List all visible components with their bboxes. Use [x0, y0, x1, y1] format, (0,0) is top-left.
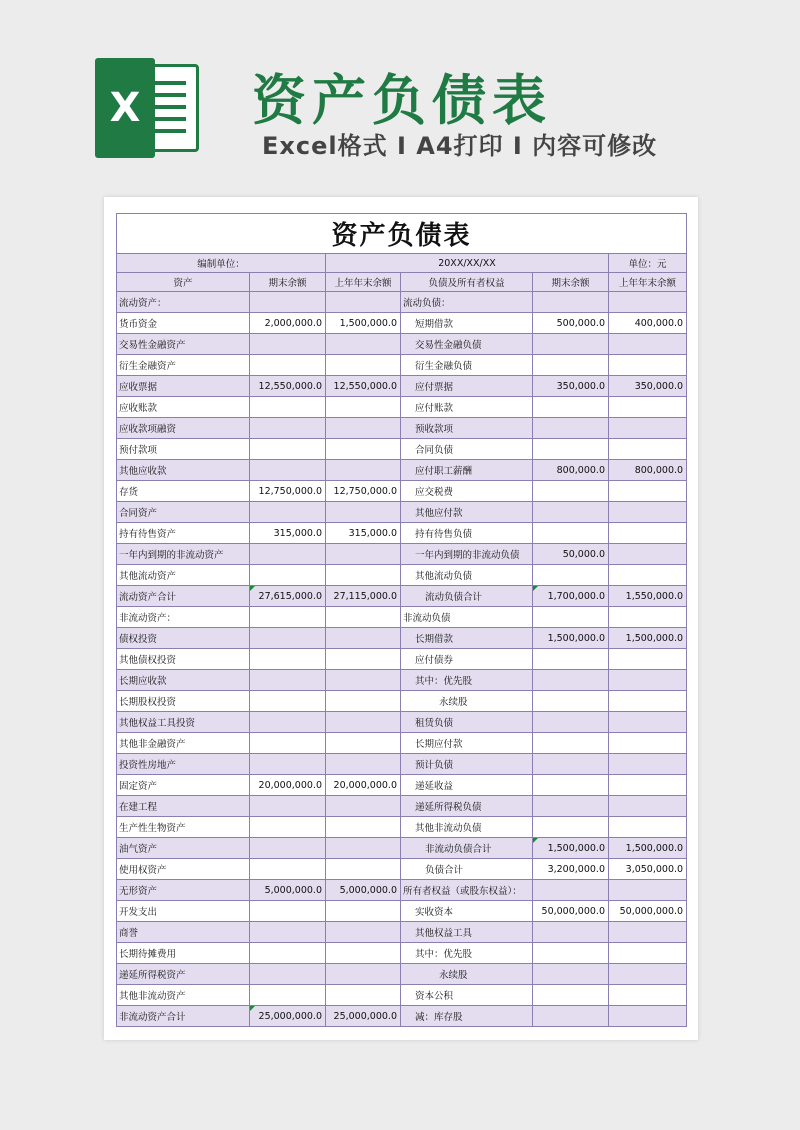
table-cell[interactable]: 非流动负债: [401, 607, 533, 628]
table-cell[interactable]: 长期借款: [401, 628, 533, 649]
table-cell[interactable]: 3,050,000.0: [609, 859, 687, 880]
table-cell[interactable]: 12,750,000.0: [326, 481, 401, 502]
table-cell[interactable]: [609, 922, 687, 943]
table-cell[interactable]: [533, 796, 609, 817]
table-cell[interactable]: [250, 397, 326, 418]
table-row: [117, 649, 687, 670]
table-cell[interactable]: 1,500,000.0: [326, 313, 401, 334]
table-cell[interactable]: 租赁负债: [401, 712, 533, 733]
table-cell[interactable]: [250, 691, 326, 712]
table-cell[interactable]: 5,000,000.0: [250, 880, 326, 901]
table-cell[interactable]: 应付职工薪酬: [401, 460, 533, 481]
table-cell[interactable]: 长期待摊费用: [117, 943, 250, 964]
table-cell[interactable]: [533, 334, 609, 355]
table-cell[interactable]: 递延收益: [401, 775, 533, 796]
table-cell[interactable]: 资本公积: [401, 985, 533, 1006]
table-cell[interactable]: [609, 775, 687, 796]
table-cell[interactable]: 800,000.0: [609, 460, 687, 481]
table-cell[interactable]: 流动资产：: [117, 292, 250, 313]
table-row: [117, 922, 687, 943]
table-cell[interactable]: 其中：优先股: [401, 943, 533, 964]
table-cell[interactable]: [326, 943, 401, 964]
table-cell[interactable]: [533, 880, 609, 901]
table-cell[interactable]: [326, 859, 401, 880]
table-cell[interactable]: [326, 607, 401, 628]
table-cell[interactable]: 衍生金融资产: [117, 355, 250, 376]
table-cell[interactable]: 油气资产: [117, 838, 250, 859]
table-cell[interactable]: [533, 439, 609, 460]
banner-title: 资产负债表: [252, 69, 552, 132]
table-row: [117, 691, 687, 712]
table-row: [117, 544, 687, 565]
date-cell[interactable]: 20XX/XX/XX: [326, 254, 609, 273]
table-cell[interactable]: [533, 670, 609, 691]
column-header[interactable]: 上年年末余额: [326, 273, 401, 292]
table-cell[interactable]: [326, 733, 401, 754]
table-cell[interactable]: 其他流动负债: [401, 565, 533, 586]
table-cell[interactable]: [326, 397, 401, 418]
column-header[interactable]: 期末余额: [250, 273, 326, 292]
sheet-title[interactable]: 资产负债表: [117, 214, 687, 254]
table-row: [117, 775, 687, 796]
table-cell[interactable]: 应付债券: [401, 649, 533, 670]
table-cell[interactable]: 永续股: [401, 964, 533, 985]
table-cell[interactable]: 短期借款: [401, 313, 533, 334]
table-cell[interactable]: 使用权资产: [117, 859, 250, 880]
table-row: [117, 901, 687, 922]
table-cell[interactable]: 应付账款: [401, 397, 533, 418]
table-cell[interactable]: 应收款项融资: [117, 418, 250, 439]
table-cell[interactable]: [533, 649, 609, 670]
table-cell[interactable]: [250, 922, 326, 943]
table-cell[interactable]: 50,000.0: [533, 544, 609, 565]
table-row: [117, 397, 687, 418]
table-cell[interactable]: [609, 754, 687, 775]
table-cell[interactable]: [326, 628, 401, 649]
table-cell[interactable]: 25,000,000.0: [326, 1006, 401, 1027]
table-cell[interactable]: [250, 964, 326, 985]
table-cell[interactable]: [326, 292, 401, 313]
table-cell[interactable]: [326, 334, 401, 355]
table-row: [117, 607, 687, 628]
table-cell[interactable]: [533, 817, 609, 838]
table-row: [117, 859, 687, 880]
table-cell[interactable]: 非流动资产合计: [117, 1006, 250, 1027]
table-cell[interactable]: 预收款项: [401, 418, 533, 439]
table-cell[interactable]: 递延所得税资产: [117, 964, 250, 985]
table-cell[interactable]: [326, 796, 401, 817]
table-row: [117, 481, 687, 502]
table-cell[interactable]: [250, 418, 326, 439]
table-cell[interactable]: 12,550,000.0: [326, 376, 401, 397]
table-row: [117, 334, 687, 355]
table-cell[interactable]: [326, 901, 401, 922]
table-cell[interactable]: [326, 712, 401, 733]
table-cell[interactable]: [609, 565, 687, 586]
table-cell[interactable]: [609, 733, 687, 754]
table-cell[interactable]: 货币资金: [117, 313, 250, 334]
table-cell[interactable]: [609, 292, 687, 313]
table-row: [117, 817, 687, 838]
table-cell[interactable]: [609, 943, 687, 964]
table-cell[interactable]: [326, 922, 401, 943]
column-header[interactable]: 负债及所有者权益: [401, 273, 533, 292]
table-cell[interactable]: 长期应付款: [401, 733, 533, 754]
table-cell[interactable]: 债权投资: [117, 628, 250, 649]
table-cell[interactable]: 投资性房地产: [117, 754, 250, 775]
table-cell[interactable]: [250, 712, 326, 733]
table-cell[interactable]: [533, 397, 609, 418]
table-cell[interactable]: [533, 418, 609, 439]
table-cell[interactable]: [609, 670, 687, 691]
table-cell[interactable]: [533, 292, 609, 313]
table-row: [117, 418, 687, 439]
table-row: [117, 460, 687, 481]
table-cell[interactable]: 5,000,000.0: [326, 880, 401, 901]
table-cell[interactable]: 一年内到期的非流动负债: [401, 544, 533, 565]
table-cell[interactable]: [533, 712, 609, 733]
table-cell[interactable]: [250, 817, 326, 838]
table-cell[interactable]: [609, 817, 687, 838]
balance-sheet-table: [116, 213, 687, 1027]
table-cell[interactable]: 非流动负债合计: [401, 838, 533, 859]
table-cell[interactable]: 开发支出: [117, 901, 250, 922]
table-cell[interactable]: [533, 607, 609, 628]
table-cell[interactable]: [609, 964, 687, 985]
table-cell[interactable]: [533, 922, 609, 943]
table-cell[interactable]: 递延所得税负债: [401, 796, 533, 817]
table-cell[interactable]: [609, 397, 687, 418]
table-cell[interactable]: 应付票据: [401, 376, 533, 397]
table-cell[interactable]: 无形资产: [117, 880, 250, 901]
table-cell[interactable]: 存货: [117, 481, 250, 502]
table-cell[interactable]: 其他债权投资: [117, 649, 250, 670]
table-cell[interactable]: 所有者权益（或股东权益）：: [401, 880, 533, 901]
table-cell[interactable]: 交易性金融负债: [401, 334, 533, 355]
currency-cell[interactable]: 单位：元: [609, 254, 687, 273]
table-cell[interactable]: [609, 607, 687, 628]
table-cell[interactable]: [533, 565, 609, 586]
column-header[interactable]: 上年年末余额: [609, 273, 687, 292]
table-cell[interactable]: [250, 439, 326, 460]
table-row: [117, 1006, 687, 1027]
table-cell[interactable]: [250, 460, 326, 481]
table-cell[interactable]: [326, 691, 401, 712]
table-cell[interactable]: [609, 691, 687, 712]
table-cell[interactable]: 其他应收款: [117, 460, 250, 481]
table-cell[interactable]: [326, 838, 401, 859]
table-cell[interactable]: [533, 691, 609, 712]
table-cell[interactable]: [533, 355, 609, 376]
table-cell[interactable]: 1,500,000.0: [609, 838, 687, 859]
table-cell[interactable]: 其他权益工具: [401, 922, 533, 943]
table-cell[interactable]: [250, 943, 326, 964]
table-cell[interactable]: [533, 481, 609, 502]
table-cell[interactable]: [609, 355, 687, 376]
table-row: [117, 964, 687, 985]
table-row: [117, 586, 687, 607]
table-cell[interactable]: [250, 985, 326, 1006]
table-row: [117, 838, 687, 859]
table-cell[interactable]: 1,500,000.0: [533, 628, 609, 649]
table-cell[interactable]: [609, 439, 687, 460]
table-cell[interactable]: 1,550,000.0: [609, 586, 687, 607]
page-header: [0, 0, 800, 190]
table-cell[interactable]: [609, 796, 687, 817]
table-cell[interactable]: [326, 460, 401, 481]
table-cell[interactable]: 25,000,000.0: [250, 1006, 326, 1027]
table-cell[interactable]: [250, 334, 326, 355]
table-cell[interactable]: 20,000,000.0: [326, 775, 401, 796]
table-cell[interactable]: 衍生金融负债: [401, 355, 533, 376]
table-row: [117, 880, 687, 901]
table-cell[interactable]: 1,500,000.0: [609, 628, 687, 649]
table-cell[interactable]: 27,615,000.0: [250, 586, 326, 607]
table-cell[interactable]: 2,000,000.0: [250, 313, 326, 334]
table-cell[interactable]: [250, 838, 326, 859]
table-cell[interactable]: [250, 565, 326, 586]
sheet-paper: [104, 197, 698, 1040]
table-cell[interactable]: 持有待售资产: [117, 523, 250, 544]
table-cell[interactable]: [326, 754, 401, 775]
column-header[interactable]: 期末余额: [533, 273, 609, 292]
table-cell[interactable]: 其他权益工具投资: [117, 712, 250, 733]
table-cell[interactable]: [326, 355, 401, 376]
table-cell[interactable]: 315,000.0: [250, 523, 326, 544]
table-row: [117, 796, 687, 817]
table-cell[interactable]: [326, 439, 401, 460]
table-cell[interactable]: [250, 901, 326, 922]
table-cell[interactable]: [609, 712, 687, 733]
table-cell[interactable]: [609, 985, 687, 1006]
table-cell[interactable]: 应交税费: [401, 481, 533, 502]
table-row: [117, 754, 687, 775]
table-cell[interactable]: 长期应收款: [117, 670, 250, 691]
table-cell[interactable]: [250, 649, 326, 670]
table-cell[interactable]: [533, 523, 609, 544]
table-cell[interactable]: [250, 292, 326, 313]
table-cell[interactable]: [250, 670, 326, 691]
table-cell[interactable]: [326, 502, 401, 523]
table-row: [117, 292, 687, 313]
table-cell[interactable]: 在建工程: [117, 796, 250, 817]
table-cell[interactable]: 50,000,000.0: [609, 901, 687, 922]
table-cell[interactable]: 1,500,000.0: [533, 838, 609, 859]
banner-subtitle: Excel格式 I A4打印 I 内容可修改: [262, 132, 658, 160]
table-cell[interactable]: [250, 502, 326, 523]
table-cell[interactable]: 其中：优先股: [401, 670, 533, 691]
table-row: [117, 565, 687, 586]
table-row: [117, 985, 687, 1006]
table-cell[interactable]: 315,000.0: [326, 523, 401, 544]
table-cell[interactable]: 一年内到期的非流动资产: [117, 544, 250, 565]
unit-label-cell[interactable]: 编制单位：: [117, 254, 326, 273]
table-cell[interactable]: [609, 502, 687, 523]
table-cell[interactable]: 流动负债：: [401, 292, 533, 313]
table-row: [117, 670, 687, 691]
table-cell[interactable]: [250, 355, 326, 376]
table-cell[interactable]: 50,000,000.0: [533, 901, 609, 922]
table-row: [117, 439, 687, 460]
table-cell[interactable]: 12,750,000.0: [250, 481, 326, 502]
table-row: [117, 502, 687, 523]
table-cell[interactable]: [326, 544, 401, 565]
table-row: [117, 355, 687, 376]
table-row: [117, 733, 687, 754]
table-cell[interactable]: [326, 418, 401, 439]
table-cell[interactable]: 1,700,000.0: [533, 586, 609, 607]
table-cell[interactable]: 400,000.0: [609, 313, 687, 334]
excel-icon: [95, 58, 203, 158]
table-cell[interactable]: 预计负债: [401, 754, 533, 775]
table-cell[interactable]: 负债合计: [401, 859, 533, 880]
table-cell[interactable]: [609, 523, 687, 544]
table-cell[interactable]: 500,000.0: [533, 313, 609, 334]
table-cell[interactable]: 预付款项: [117, 439, 250, 460]
table-cell[interactable]: 商誉: [117, 922, 250, 943]
table-cell[interactable]: [533, 985, 609, 1006]
table-cell[interactable]: 流动资产合计: [117, 586, 250, 607]
table-cell[interactable]: [326, 670, 401, 691]
table-cell[interactable]: 12,550,000.0: [250, 376, 326, 397]
table-cell[interactable]: [326, 964, 401, 985]
table-cell[interactable]: [609, 334, 687, 355]
table-cell[interactable]: [533, 502, 609, 523]
table-row: [117, 523, 687, 544]
table-cell[interactable]: 27,115,000.0: [326, 586, 401, 607]
excel-icon-letter: X: [95, 58, 155, 158]
table-cell[interactable]: [250, 796, 326, 817]
table-cell[interactable]: 合同资产: [117, 502, 250, 523]
table-cell[interactable]: [533, 733, 609, 754]
table-row: [117, 943, 687, 964]
column-header[interactable]: 资产: [117, 273, 250, 292]
table-row: [117, 628, 687, 649]
table-cell[interactable]: [609, 418, 687, 439]
table-cell[interactable]: 长期股权投资: [117, 691, 250, 712]
table-cell[interactable]: [250, 628, 326, 649]
table-cell[interactable]: 应收账款: [117, 397, 250, 418]
table-row: [117, 712, 687, 733]
table-row: [117, 376, 687, 397]
table-cell[interactable]: 350,000.0: [533, 376, 609, 397]
table-cell[interactable]: [609, 1006, 687, 1027]
table-cell[interactable]: [250, 607, 326, 628]
table-cell[interactable]: 20,000,000.0: [250, 775, 326, 796]
table-cell[interactable]: [609, 481, 687, 502]
table-cell[interactable]: 减：库存股: [401, 1006, 533, 1027]
table-cell[interactable]: 固定资产: [117, 775, 250, 796]
table-cell[interactable]: [609, 544, 687, 565]
table-cell[interactable]: 流动负债合计: [401, 586, 533, 607]
table-cell[interactable]: [609, 649, 687, 670]
table-cell[interactable]: [533, 754, 609, 775]
table-cell[interactable]: [533, 943, 609, 964]
table-cell[interactable]: 其他非流动资产: [117, 985, 250, 1006]
table-cell[interactable]: [250, 544, 326, 565]
table-cell[interactable]: 其他非流动负债: [401, 817, 533, 838]
table-cell[interactable]: [250, 754, 326, 775]
table-cell[interactable]: [326, 649, 401, 670]
table-cell[interactable]: 350,000.0: [609, 376, 687, 397]
table-cell[interactable]: 应收票据: [117, 376, 250, 397]
table-cell[interactable]: 800,000.0: [533, 460, 609, 481]
table-cell[interactable]: [533, 964, 609, 985]
table-cell[interactable]: 生产性生物资产: [117, 817, 250, 838]
table-row: [117, 313, 687, 334]
table-cell[interactable]: [609, 880, 687, 901]
table-cell[interactable]: 实收资本: [401, 901, 533, 922]
table-cell[interactable]: [326, 817, 401, 838]
table-cell[interactable]: 合同负债: [401, 439, 533, 460]
table-cell[interactable]: [326, 985, 401, 1006]
table-cell[interactable]: [326, 565, 401, 586]
table-cell[interactable]: [250, 733, 326, 754]
table-cell[interactable]: 交易性金融资产: [117, 334, 250, 355]
table-cell[interactable]: [250, 859, 326, 880]
table-cell[interactable]: 其他非金融资产: [117, 733, 250, 754]
table-cell[interactable]: 3,200,000.0: [533, 859, 609, 880]
table-cell[interactable]: 其他流动资产: [117, 565, 250, 586]
table-cell[interactable]: 永续股: [401, 691, 533, 712]
table-cell[interactable]: [533, 775, 609, 796]
table-cell[interactable]: [533, 1006, 609, 1027]
table-cell[interactable]: 其他应付款: [401, 502, 533, 523]
table-cell[interactable]: 持有待售负债: [401, 523, 533, 544]
table-cell[interactable]: 非流动资产：: [117, 607, 250, 628]
